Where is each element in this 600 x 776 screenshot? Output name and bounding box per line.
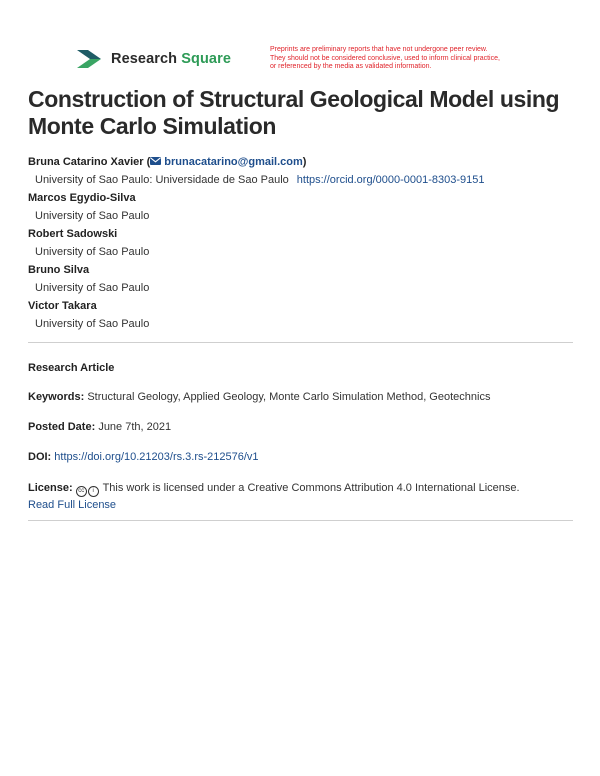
orcid-link[interactable]: https://orcid.org/0000-0001-8303-9151 bbox=[296, 174, 485, 186]
paper-title: Construction of Structural Geological Model using Monte Carlo Simulation bbox=[28, 86, 560, 139]
logo-word-research: Research bbox=[111, 51, 178, 67]
disclaimer-line: Preprints are preliminary reports that have not undergone peer review. bbox=[270, 46, 488, 53]
disclaimer-line: or referenced by the media as validated information. bbox=[270, 63, 432, 70]
divider bbox=[28, 520, 573, 521]
author-name: Robert Sadowski bbox=[28, 228, 118, 240]
divider bbox=[28, 342, 573, 343]
author-name: Marcos Egydio-Silva bbox=[28, 192, 136, 204]
doi bbox=[28, 450, 573, 465]
research-square-logo-icon bbox=[74, 48, 104, 70]
license-label: License: bbox=[28, 482, 73, 494]
license-text: This work is licensed under a Creative Commons Attribution 4.0 International License. bbox=[102, 482, 520, 494]
doi-link[interactable]: https://doi.org/10.21203/rs.3.rs-212576/v1 bbox=[54, 451, 259, 463]
license bbox=[28, 480, 573, 513]
author-name bbox=[28, 153, 578, 171]
author-name-text: Bruna Catarino Xavier bbox=[28, 156, 144, 168]
envelope-icon bbox=[150, 157, 161, 165]
author-affiliation: University of Sao Paulo bbox=[35, 282, 150, 294]
author-affiliation: University of Sao Paulo bbox=[35, 318, 150, 330]
author-list bbox=[28, 153, 578, 333]
author-affiliation: University of Sao Paulo bbox=[35, 210, 150, 222]
cc-icon: cc bbox=[76, 486, 87, 497]
posted-date-label: Posted Date: bbox=[28, 421, 96, 433]
keywords-label: Keywords: bbox=[28, 391, 85, 403]
read-full-license-link[interactable]: Read Full License bbox=[28, 499, 117, 511]
author-name: Bruno Silva bbox=[28, 264, 90, 276]
author-name: Victor Takara bbox=[28, 300, 97, 312]
affiliation-text: University of Sao Paulo: Universidade de Sao Paulo bbox=[35, 174, 289, 186]
disclaimer-line: They should not be considered conclusive, used to inform clinical practice, bbox=[270, 54, 500, 62]
posted-date-value: June 7th, 2021 bbox=[98, 421, 172, 433]
author-email-link[interactable] bbox=[150, 156, 302, 168]
author-email: brunacatarino@gmail.com bbox=[164, 156, 303, 168]
article-type-text: Research Article bbox=[28, 362, 115, 374]
author-affiliation: University of Sao Paulo bbox=[35, 246, 150, 258]
posted-date bbox=[28, 420, 573, 435]
email-close-paren: ) bbox=[302, 156, 307, 168]
keywords-value: Structural Geology, Applied Geology, Monte Carlo Simulation Method, Geotechnics bbox=[87, 391, 491, 403]
logo-word-square: Square bbox=[181, 51, 231, 67]
logo-text bbox=[111, 51, 231, 67]
email-open-paren: ( bbox=[146, 156, 151, 168]
article-type bbox=[28, 361, 573, 376]
by-icon: i bbox=[88, 486, 99, 497]
doi-label: DOI: bbox=[28, 451, 52, 463]
research-square-logo[interactable] bbox=[74, 48, 231, 70]
keywords bbox=[28, 390, 573, 405]
author-affiliation bbox=[28, 171, 578, 189]
preprint-disclaimer bbox=[270, 46, 550, 72]
